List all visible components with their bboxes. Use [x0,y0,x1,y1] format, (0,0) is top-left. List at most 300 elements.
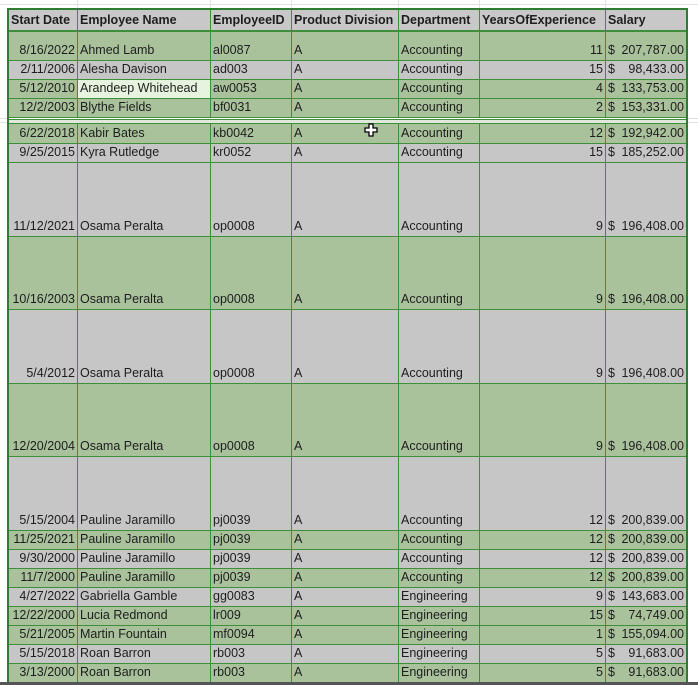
department-text: Accounting [401,366,463,380]
currency-symbol: $ [608,292,615,306]
employee-name-text: Ahmed Lamb [80,43,155,57]
employee-id-text: op0008 [213,219,255,233]
start-date-text: 12/2/2003 [19,100,75,114]
employee-id-cell[interactable] [211,163,292,236]
salary-amount: 98,433.00 [628,62,684,76]
years-of-experience-cell[interactable] [480,645,606,663]
employee-id-cell[interactable] [211,144,292,162]
years-of-experience-cell[interactable] [480,569,606,587]
salary-amount: 200,839.00 [621,513,684,527]
employee-id-cell[interactable] [211,384,292,456]
employee-name-cell[interactable] [78,626,211,644]
selected-employee-name-cell[interactable] [78,80,211,98]
salary-cell[interactable] [606,163,686,236]
employee-name-text: Kabir Bates [80,126,145,140]
table-row[interactable] [9,531,686,550]
years-of-experience-cell[interactable] [480,607,606,625]
table-row[interactable] [9,163,686,237]
start-date-text: 3/13/2000 [19,665,75,679]
start-date-text: 5/15/2018 [19,646,75,660]
employee-name-cell[interactable] [78,384,211,456]
years-of-experience-cell[interactable] [480,237,606,309]
product-division-cell[interactable] [292,645,399,663]
start-date-cell[interactable] [9,310,78,383]
product-division-text: A [294,366,303,380]
gridline [0,4,698,5]
salary-amount: 200,839.00 [621,570,684,584]
salary-amount: 91,683.00 [628,646,684,660]
salary-cell[interactable] [606,61,686,79]
start-date-text: 6/22/2018 [19,126,75,140]
product-division-cell[interactable] [292,32,399,60]
department-text: Engineering [401,646,468,660]
years-text: 2 [596,100,603,114]
product-division-cell[interactable] [292,384,399,456]
start-date-text: 12/20/2004 [12,439,75,453]
department-cell[interactable] [399,61,480,79]
start-date-cell[interactable] [9,384,78,456]
product-division-text: A [294,62,303,76]
product-division-cell[interactable] [292,80,399,98]
employee-id-text: al0087 [213,43,251,57]
employee-name-cell[interactable] [78,664,211,682]
currency-symbol: $ [608,145,615,159]
product-division-text: A [294,100,303,114]
employee-name-text: Blythe Fields [80,100,152,114]
years-of-experience-cell[interactable] [480,384,606,456]
cell-select-cross-cursor-icon [364,123,378,137]
employee-name-cell[interactable] [78,61,211,79]
salary-amount: 207,787.00 [621,43,684,57]
employee-id-text: op0008 [213,439,255,453]
currency-symbol: $ [608,513,615,527]
years-of-experience-cell[interactable] [480,144,606,162]
start-date-cell[interactable] [9,163,78,236]
employee-name-text: Pauline Jaramillo [80,551,176,565]
employee-name-text: Kyra Rutledge [80,145,160,159]
currency-symbol: $ [608,627,615,641]
table-row[interactable] [9,144,686,163]
start-date-text: 11/12/2021 [13,219,75,233]
employee-name-cell[interactable] [78,569,211,587]
start-date-text: 9/30/2000 [19,551,75,565]
product-division-cell[interactable] [292,588,399,606]
years-of-experience-cell[interactable] [480,99,606,117]
salary-amount: 192,942.00 [621,126,684,140]
salary-cell[interactable] [606,237,686,309]
header-start-date[interactable]: Start Date [9,10,78,30]
department-cell[interactable] [399,626,480,644]
salary-cell[interactable] [606,664,686,682]
start-date-text: 5/4/2012 [26,366,75,380]
years-of-experience-cell[interactable] [480,32,606,60]
employee-name-text: Pauline Jaramillo [80,570,176,584]
years-text: 5 [596,665,603,679]
start-date-text: 5/12/2010 [19,81,75,95]
product-division-cell[interactable] [292,124,399,143]
salary-cell[interactable] [606,144,686,162]
salary-amount: 74,749.00 [628,608,684,622]
currency-symbol: $ [608,570,615,584]
table-row[interactable] [9,607,686,626]
employee-id-cell[interactable] [211,607,292,625]
start-date-cell[interactable] [9,61,78,79]
product-division-cell[interactable] [292,607,399,625]
start-date-cell[interactable] [9,144,78,162]
salary-cell[interactable] [606,588,686,606]
product-division-text: A [294,608,303,622]
currency-symbol: $ [608,589,615,603]
employee-name-text: Osama Peralta [80,219,164,233]
years-of-experience-cell[interactable] [480,310,606,383]
employee-id-text: lr009 [213,608,241,622]
employee-id-text: kr0052 [213,145,252,159]
department-cell[interactable] [399,531,480,549]
employee-name-text: Gabriella Gamble [80,589,178,603]
employee-id-cell[interactable] [211,457,292,530]
table-row[interactable] [9,124,686,144]
department-cell[interactable] [399,163,480,236]
years-text: 15 [589,62,603,76]
employee-id-cell[interactable] [211,550,292,568]
years-of-experience-cell[interactable] [480,531,606,549]
employee-id-text: op0008 [213,292,255,306]
start-date-cell[interactable] [9,645,78,663]
years-of-experience-cell[interactable] [480,80,606,98]
product-division-text: A [294,589,303,603]
years-of-experience-cell[interactable] [480,61,606,79]
salary-cell[interactable] [606,124,686,143]
employee-id-cell[interactable] [211,80,292,98]
employee-id-text: pj0039 [213,513,251,527]
salary-cell[interactable] [606,384,686,456]
department-cell[interactable] [399,384,480,456]
employee-id-text: gg0083 [213,589,255,603]
start-date-cell[interactable] [9,124,78,143]
department-cell[interactable] [399,664,480,682]
product-division-cell[interactable] [292,310,399,383]
employee-name-cell[interactable] [78,163,211,236]
years-text: 9 [596,292,603,306]
years-text: 11 [590,43,603,57]
start-date-cell[interactable] [9,32,78,60]
salary-cell[interactable] [606,457,686,530]
table-row[interactable] [9,550,686,569]
employee-id-text: mf0094 [213,627,255,641]
currency-symbol: $ [608,126,615,140]
department-cell[interactable] [399,645,480,663]
start-date-cell[interactable] [9,664,78,682]
start-date-text: 5/15/2004 [19,513,75,527]
employee-name-cell[interactable] [78,531,211,549]
employee-id-text: aw0053 [213,81,257,95]
employee-id-cell[interactable] [211,61,292,79]
product-division-text: A [294,292,303,306]
product-division-text: A [294,219,303,233]
employee-name-cell[interactable] [78,237,211,309]
employee-id-cell[interactable] [211,645,292,663]
table-row[interactable] [9,664,686,683]
product-division-text: A [294,81,303,95]
table-row[interactable] [9,80,686,99]
employee-id-text: pj0039 [213,570,251,584]
salary-cell[interactable] [606,310,686,383]
employee-id-cell[interactable] [211,237,292,309]
header-product-division[interactable]: Product Division [292,10,399,30]
start-date-cell[interactable] [9,457,78,530]
salary-cell[interactable] [606,550,686,568]
years-of-experience-cell[interactable] [480,626,606,644]
salary-cell[interactable] [606,531,686,549]
product-division-text: A [294,627,303,641]
start-date-text: 8/16/2022 [19,43,75,57]
employee-id-text: op0008 [213,366,255,380]
employee-name-text: Arandeep Whitehead [80,81,198,95]
currency-symbol: $ [608,100,615,114]
table-row[interactable] [9,99,686,118]
table-row[interactable] [9,384,686,457]
department-text: Accounting [401,551,463,565]
employee-id-cell[interactable] [211,32,292,60]
years-text: 5 [596,646,603,660]
employee-name-cell[interactable] [78,550,211,568]
employee-name-text: Osama Peralta [80,366,164,380]
employee-id-cell[interactable] [211,588,292,606]
department-text: Accounting [401,570,463,584]
department-cell[interactable] [399,457,480,530]
department-cell[interactable] [399,588,480,606]
employee-name-text: Roan Barron [80,665,151,679]
department-cell[interactable] [399,99,480,117]
salary-amount: 196,408.00 [621,439,684,453]
header-department[interactable]: Department [399,10,480,30]
years-of-experience-cell[interactable] [480,588,606,606]
start-date-cell[interactable] [9,237,78,309]
salary-amount: 196,408.00 [621,292,684,306]
department-cell[interactable] [399,310,480,383]
department-text: Accounting [401,513,463,527]
currency-symbol: $ [608,646,615,660]
currency-symbol: $ [608,439,615,453]
start-date-cell[interactable] [9,80,78,98]
table-row[interactable] [9,569,686,588]
employee-id-cell[interactable] [211,569,292,587]
years-of-experience-cell[interactable] [480,664,606,682]
product-division-text: A [294,126,303,140]
product-division-text: A [294,665,303,679]
employee-name-cell[interactable] [78,124,211,143]
salary-amount: 133,753.00 [621,81,684,95]
salary-cell[interactable] [606,626,686,644]
product-division-cell[interactable] [292,550,399,568]
start-date-text: 5/21/2005 [19,627,75,641]
salary-cell[interactable] [606,645,686,663]
employee-id-cell[interactable] [211,626,292,644]
employee-id-text: ad003 [213,62,248,76]
product-division-cell[interactable] [292,61,399,79]
product-division-text: A [294,551,303,565]
table-row[interactable] [9,645,686,664]
years-text: 1 [596,627,603,641]
years-text: 15 [589,608,603,622]
department-text: Accounting [401,532,463,546]
product-division-text: A [294,513,303,527]
header-years-of-experience[interactable]: YearsOfExperience [480,10,606,30]
start-date-cell[interactable] [9,626,78,644]
department-text: Accounting [401,43,463,57]
department-cell[interactable] [399,607,480,625]
table-row[interactable] [9,61,686,80]
currency-symbol: $ [608,43,615,57]
employee-id-text: rb003 [213,646,245,660]
department-cell[interactable] [399,32,480,60]
salary-cell[interactable] [606,32,686,60]
employee-name-text: Roan Barron [80,646,151,660]
product-division-cell[interactable] [292,457,399,530]
employee-id-text: pj0039 [213,551,251,565]
product-division-cell[interactable] [292,569,399,587]
years-text: 12 [589,532,603,546]
salary-amount: 200,839.00 [621,532,684,546]
currency-symbol: $ [608,366,615,380]
salary-amount: 196,408.00 [621,219,684,233]
start-date-text: 11/7/2000 [20,570,75,584]
product-division-cell[interactable] [292,237,399,309]
currency-symbol: $ [608,219,615,233]
department-text: Accounting [401,145,463,159]
table-row[interactable] [9,310,686,384]
header-employee-id[interactable]: EmployeeID [211,10,292,30]
department-text: Engineering [401,665,468,679]
start-date-cell[interactable] [9,588,78,606]
product-division-text: A [294,570,303,584]
department-text: Accounting [401,81,463,95]
start-date-text: 11/25/2021 [13,532,75,546]
product-division-cell[interactable] [292,664,399,682]
table-row[interactable] [9,457,686,531]
salary-amount: 185,252.00 [621,145,684,159]
employee-id-cell[interactable] [211,99,292,117]
table-header-row [9,10,686,32]
salary-cell[interactable] [606,607,686,625]
start-date-cell[interactable] [9,607,78,625]
product-division-text: A [294,532,303,546]
employee-id-text: pj0039 [213,532,251,546]
employee-name-text: Lucia Redmond [80,608,168,622]
employee-id-text: kb0042 [213,126,255,140]
department-text: Accounting [401,292,463,306]
header-employee-name[interactable]: Employee Name [78,10,211,30]
employee-name-cell[interactable] [78,588,211,606]
currency-symbol: $ [608,608,615,622]
employee-name-text: Osama Peralta [80,439,164,453]
start-date-text: 12/22/2000 [12,608,75,622]
currency-symbol: $ [608,532,615,546]
table-row[interactable] [9,626,686,645]
employee-id-cell[interactable] [211,310,292,383]
currency-symbol: $ [608,62,615,76]
department-text: Accounting [401,126,463,140]
years-text: 12 [589,570,603,584]
salary-amount: 155,094.00 [621,627,684,641]
product-division-text: A [294,145,303,159]
salary-amount: 91,683.00 [628,665,684,679]
product-division-cell[interactable] [292,163,399,236]
department-cell[interactable] [399,144,480,162]
department-cell[interactable] [399,124,480,143]
salary-amount: 196,408.00 [621,366,684,380]
product-division-cell[interactable] [292,626,399,644]
department-cell[interactable] [399,237,480,309]
product-division-text: A [294,439,303,453]
salary-cell[interactable] [606,80,686,98]
employee-id-cell[interactable] [211,664,292,682]
years-of-experience-cell[interactable] [480,457,606,530]
product-division-cell[interactable] [292,144,399,162]
currency-symbol: $ [608,551,615,565]
years-text: 9 [596,219,603,233]
header-salary[interactable]: Salary [608,12,646,27]
salary-cell[interactable] [606,99,686,117]
years-text: 12 [589,126,603,140]
start-date-cell[interactable] [9,99,78,117]
years-text: 12 [589,551,603,565]
employee-name-cell[interactable] [78,32,211,60]
product-division-cell[interactable] [292,99,399,117]
table-row[interactable] [9,588,686,607]
department-text: Accounting [401,439,463,453]
employee-id-cell[interactable] [211,531,292,549]
years-of-experience-cell[interactable] [480,124,606,143]
years-text: 9 [596,589,603,603]
product-division-cell[interactable] [292,531,399,549]
table-row[interactable] [9,32,686,61]
employee-name-cell[interactable] [78,607,211,625]
years-text: 15 [589,145,603,159]
years-text: 9 [596,366,603,380]
years-text: 9 [596,439,603,453]
department-text: Engineering [401,589,468,603]
start-date-cell[interactable] [9,550,78,568]
employee-id-text: bf0031 [213,100,252,114]
employee-name-cell[interactable] [78,310,211,383]
department-cell[interactable] [399,569,480,587]
employee-name-cell[interactable] [78,99,211,117]
years-of-experience-cell[interactable] [480,550,606,568]
years-of-experience-cell[interactable] [480,163,606,236]
years-text: 12 [589,513,603,527]
salary-amount: 153,331.00 [621,100,684,114]
department-cell[interactable] [399,80,480,98]
employee-id-cell[interactable] [211,124,292,143]
employee-name-text: Martin Fountain [80,627,167,641]
employee-name-cell[interactable] [78,144,211,162]
start-date-cell[interactable] [9,531,78,549]
employee-name-cell[interactable] [78,645,211,663]
department-text: Engineering [401,608,468,622]
table-row[interactable] [9,237,686,310]
employee-name-cell[interactable] [78,457,211,530]
employee-name-text: Pauline Jaramillo [80,513,176,527]
salary-cell[interactable] [606,569,686,587]
employee-table [7,8,688,685]
department-text: Engineering [401,627,468,641]
department-text: Accounting [401,100,463,114]
start-date-cell[interactable] [9,569,78,587]
department-cell[interactable] [399,550,480,568]
hidden-rows-indicator[interactable] [9,119,686,124]
currency-symbol: $ [608,665,615,679]
